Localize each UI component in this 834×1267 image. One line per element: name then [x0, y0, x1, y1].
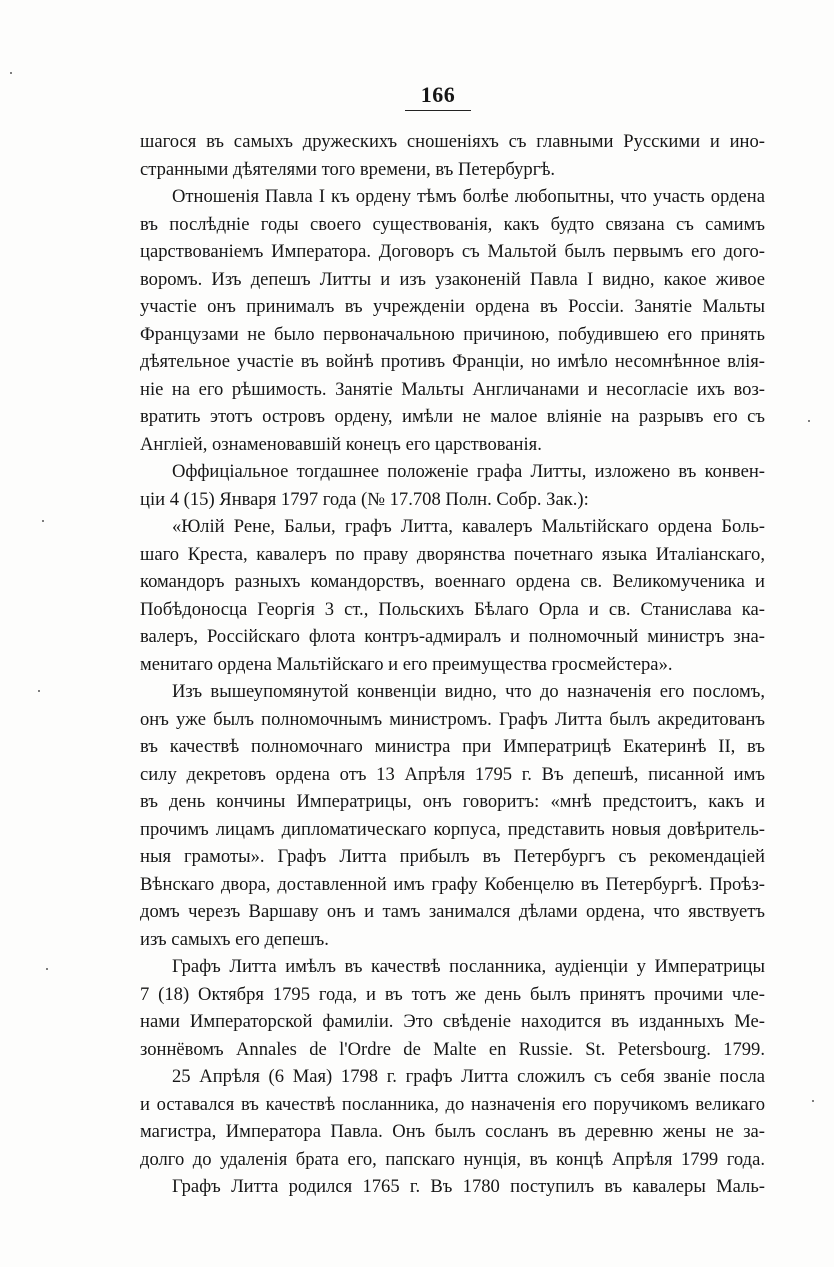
text-line: 25 Апрѣля (6 Мая) 1798 г. графъ Литта сложилъ съ себя званіе посла	[172, 1066, 765, 1087]
text-line: въ день кончины Императрицы, онъ говоритъ: «мнѣ предстоитъ, какъ и	[140, 791, 765, 812]
text-line: въ послѣдніе годы своего существованія, какъ будто связана съ самимъ	[140, 213, 765, 235]
text-line: валеръ, Россійскаго флота контръ-адмиралъ и полномочный министръ зна-	[140, 626, 765, 647]
text-line: Оффиціальное тогдашнее положеніе графа Литты, изложено въ конвен-	[172, 461, 765, 482]
text-line: Изъ вышеупомянутой конвенціи видно, что до назначенія его посломъ,	[172, 681, 765, 702]
text-line: шагося въ самыхъ дружескихъ сношеніяхъ съ главными Русскими и ино-	[140, 131, 765, 152]
text-line: шаго Креста, кавалеръ по праву дворянства почетнаго языка Италіанскаго,	[140, 543, 765, 565]
text-line: царствованіемъ Императора. Договоръ съ Мальтой былъ первымъ его дого-	[140, 241, 765, 262]
text-line: прочимъ лицамъ дипломатическаго корпуса, представить новыя довѣритель-	[140, 818, 765, 840]
body-text	[140, 128, 765, 1201]
text-line: и оставался въ качествѣ посланника, до назначенія его поручикомъ великаго	[140, 1093, 765, 1115]
scan-speck	[808, 420, 810, 422]
text-line: участіе онъ принималъ въ учрежденіи ордена въ Россіи. Занятіе Мальты	[140, 296, 765, 317]
text-line: въ качествѣ полномочнаго министра при Императрицѣ Екатеринѣ II, въ	[140, 736, 765, 757]
text-line: долго до удаленія брата его, папскаго нунція, въ концѣ Апрѣля 1799 года.	[140, 1148, 765, 1170]
text-line: ніе на его рѣшимость. Занятіе Мальты Англичанами и несогласіе ихъ воз-	[140, 378, 765, 400]
text-line: воромъ. Изъ депешъ Литты и изъ узаконеній Павла I видно, какое живое	[140, 268, 765, 290]
text-line: дѣятельное участіе въ войнѣ противъ Франціи, но имѣло несомнѣнное влія-	[140, 351, 765, 372]
text-line: «Юлій Рене, Бальи, графъ Литта, кавалеръ Мальтійскаго ордена Боль-	[172, 516, 765, 537]
text-line: 7 (18) Октября 1795 года, и въ тотъ же день былъ принятъ прочими чле-	[140, 983, 765, 1005]
text-line: ныя грамоты». Графъ Литта прибылъ въ Петербургъ съ рекомендаціей	[140, 846, 765, 867]
text-line: Побѣдоносца Георгія 3 ст., Польскихъ Бѣлаго Орла и св. Станислава ка-	[140, 598, 765, 620]
scan-speck	[38, 690, 40, 692]
scan-speck	[46, 968, 48, 970]
text-line: менитаго ордена Мальтійскаго и его преимущества гросмейстера».	[140, 653, 673, 675]
text-line: онъ уже былъ полномочнымъ министромъ. Графъ Литта былъ акредитованъ	[140, 708, 765, 730]
scan-speck	[42, 520, 44, 522]
text-line: изъ самыхъ его депешъ.	[140, 928, 329, 950]
scan-speck	[812, 1100, 814, 1102]
text-line: Графъ Литта родился 1765 г. Въ 1780 поступилъ въ кавалеры Маль-	[172, 1176, 765, 1197]
text-line: домъ черезъ Варшаву онъ и тамъ занимался дѣлами ордена, что явствуетъ	[140, 901, 765, 922]
page-number: 166	[405, 82, 471, 111]
text-line: нами Императорской фамиліи. Это свѣденіе находится въ изданныхъ Ме-	[140, 1011, 765, 1032]
text-line: Англіей, ознаменовавшій конецъ его царствованія.	[140, 433, 542, 455]
text-line: магистра, Императора Павла. Онъ былъ сосланъ въ деревню жены не за-	[140, 1121, 765, 1142]
text-line: Французами не было первоначальною причиною, побудившею его принять	[140, 323, 765, 345]
scan-speck	[10, 72, 12, 74]
text-line: вратить этотъ островъ ордену, имѣли не малое вліяніе на разрывъ его съ	[140, 406, 765, 427]
text-line: силу декретовъ ордена отъ 13 Апрѣля 1795 г. Въ депешѣ, писанной имъ	[140, 763, 765, 785]
text-line: странными дѣятелями того времени, въ Петербургѣ.	[140, 158, 556, 180]
text-line: Отношенія Павла I къ ордену тѣмъ болѣе любопытны, что участь ордена	[172, 186, 765, 207]
text-line: Графъ Литта имѣлъ въ качествѣ посланника, аудіенціи у Императрицы	[172, 956, 765, 977]
text-line: Вѣнскаго двора, доставленной имъ графу Кобенцелю въ Петербургѣ. Проѣз-	[140, 873, 765, 895]
text-line: зоннёвомъ Annales de l'Ordre de Malte en Russie. St. Petersbourg. 1799.	[140, 1038, 765, 1060]
text-line: ціи 4 (15) Января 1797 года (№ 17.708 Полн. Собр. Зак.):	[140, 488, 589, 510]
text-line: командоръ разныхъ командорствъ, военнаго ордена св. Великомученика и	[140, 571, 765, 592]
